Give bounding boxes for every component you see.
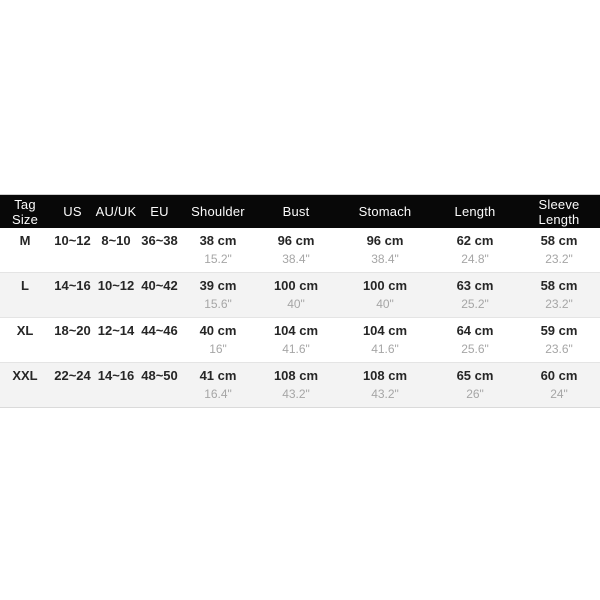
au-uk-size-value: 8~10 [101, 233, 131, 248]
cm-value: 63 cm [456, 278, 494, 293]
cm-value: 96 cm [277, 233, 315, 248]
inch-value: 38.4" [282, 252, 310, 266]
cell-tag-size [0, 228, 50, 273]
cell-eu [137, 228, 182, 273]
cm-value: 96 cm [366, 233, 404, 248]
cell-eu [137, 363, 182, 408]
cell-tag-size [0, 273, 50, 318]
cell-length [432, 318, 518, 363]
us-size-value: 10~12 [54, 233, 91, 248]
cell-bust [254, 228, 338, 273]
tag-size-value: M [19, 233, 31, 248]
cell-eu [137, 273, 182, 318]
us-size-value: 22~24 [54, 368, 91, 383]
inch-value: 38.4" [371, 252, 399, 266]
cell-length [432, 228, 518, 273]
size-row-xl [0, 318, 600, 363]
cell-bust [254, 273, 338, 318]
inch-value: 43.2" [371, 387, 399, 401]
cm-value: 108 cm [362, 368, 408, 383]
inch-value: 24.8" [461, 252, 489, 266]
cell-sleeve-length [518, 273, 600, 318]
cell-us [50, 318, 95, 363]
cell-us [50, 273, 95, 318]
column-header-sleeve-length: Sleeve Length [518, 195, 600, 229]
cell-sleeve-length [518, 363, 600, 408]
cell-length [432, 363, 518, 408]
cell-us [50, 363, 95, 408]
column-header-eu: EU [137, 195, 182, 229]
column-header-tag-size: Tag Size [0, 195, 50, 229]
cell-eu [137, 318, 182, 363]
cell-tag-size [0, 363, 50, 408]
cm-value: 108 cm [273, 368, 319, 383]
cell-stomach [338, 318, 432, 363]
cell-au-uk [95, 318, 137, 363]
cell-shoulder [182, 363, 254, 408]
column-header-stomach: Stomach [338, 195, 432, 229]
eu-size-value: 36~38 [141, 233, 178, 248]
cell-length [432, 273, 518, 318]
cm-value: 40 cm [199, 323, 237, 338]
cell-stomach [338, 363, 432, 408]
inch-value: 41.6" [371, 342, 399, 356]
inch-value: 15.2" [204, 252, 232, 266]
eu-size-value: 40~42 [141, 278, 178, 293]
au-uk-size-value: 12~14 [97, 323, 135, 338]
column-header-au-uk: AU/UK [95, 195, 137, 229]
au-uk-size-value: 14~16 [97, 368, 135, 383]
cell-bust [254, 318, 338, 363]
cm-value: 59 cm [540, 323, 578, 338]
cm-value: 104 cm [362, 323, 408, 338]
inch-value: 25.6" [461, 342, 489, 356]
inch-value: 40" [376, 297, 394, 311]
inch-value: 43.2" [282, 387, 310, 401]
cell-shoulder [182, 273, 254, 318]
size-row-l [0, 273, 600, 318]
size-row-xxl [0, 363, 600, 408]
inch-value: 15.6" [204, 297, 232, 311]
inch-value: 23.2" [545, 297, 573, 311]
cell-au-uk [95, 363, 137, 408]
cm-value: 39 cm [199, 278, 237, 293]
cell-sleeve-length [518, 228, 600, 273]
eu-size-value: 48~50 [141, 368, 178, 383]
cm-value: 38 cm [199, 233, 237, 248]
header-row [0, 195, 600, 229]
cell-bust [254, 363, 338, 408]
eu-size-value: 44~46 [141, 323, 178, 338]
column-header-length: Length [432, 195, 518, 229]
column-header-us: US [50, 195, 95, 229]
inch-value: 25.2" [461, 297, 489, 311]
inch-value: 24" [550, 387, 568, 401]
inch-value: 16" [209, 342, 227, 356]
cm-value: 104 cm [273, 323, 319, 338]
us-size-value: 18~20 [54, 323, 91, 338]
cm-value: 60 cm [540, 368, 578, 383]
tag-size-value: L [21, 278, 29, 293]
inch-value: 40" [287, 297, 305, 311]
cell-shoulder [182, 318, 254, 363]
cm-value: 62 cm [456, 233, 494, 248]
size-chart-table [0, 194, 600, 408]
tag-size-value: XL [16, 323, 34, 338]
cell-au-uk [95, 228, 137, 273]
inch-value: 16.4" [204, 387, 232, 401]
size-row-m [0, 228, 600, 273]
cell-stomach [338, 228, 432, 273]
cm-value: 58 cm [540, 278, 578, 293]
cm-value: 100 cm [362, 278, 408, 293]
us-size-value: 14~16 [54, 278, 91, 293]
cell-shoulder [182, 228, 254, 273]
inch-value: 26" [466, 387, 484, 401]
au-uk-size-value: 10~12 [97, 278, 135, 293]
cell-stomach [338, 273, 432, 318]
tag-size-value: XXL [12, 368, 38, 383]
inch-value: 41.6" [282, 342, 310, 356]
cm-value: 41 cm [199, 368, 237, 383]
cell-us [50, 228, 95, 273]
cm-value: 64 cm [456, 323, 494, 338]
column-header-shoulder: Shoulder [182, 195, 254, 229]
cm-value: 58 cm [540, 233, 578, 248]
cm-value: 100 cm [273, 278, 319, 293]
cm-value: 65 cm [456, 368, 494, 383]
cell-tag-size [0, 318, 50, 363]
inch-value: 23.2" [545, 252, 573, 266]
inch-value: 23.6" [545, 342, 573, 356]
column-header-bust: Bust [254, 195, 338, 229]
cell-au-uk [95, 273, 137, 318]
cell-sleeve-length [518, 318, 600, 363]
